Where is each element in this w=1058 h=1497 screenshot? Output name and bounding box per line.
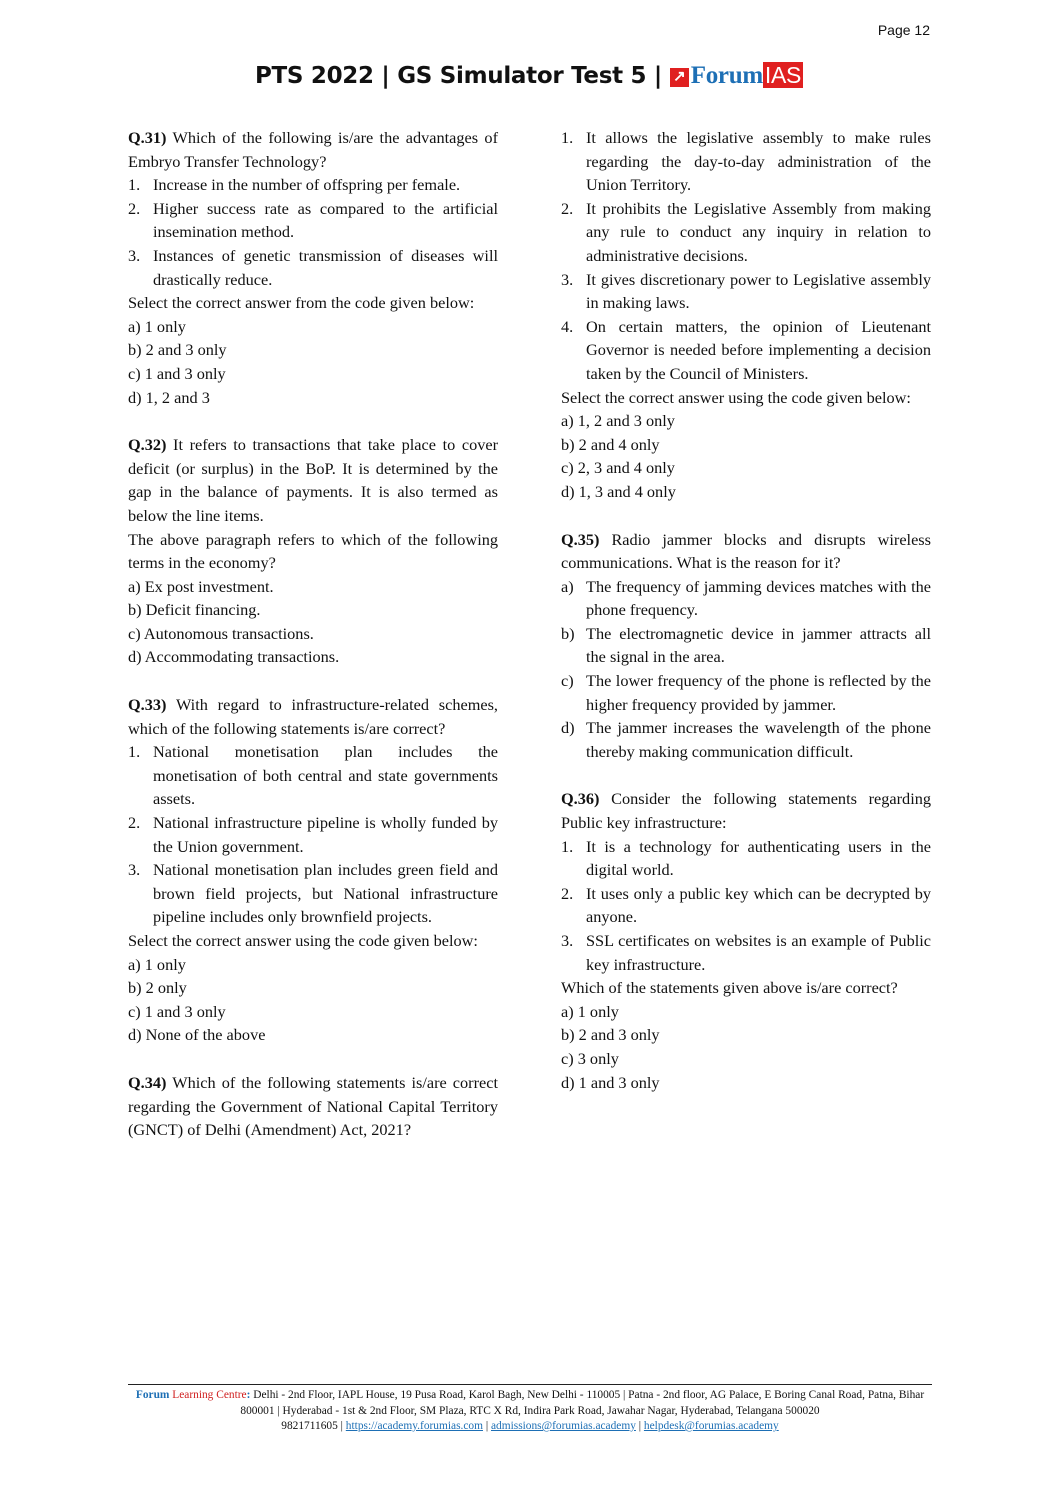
- answer-option: c) 1 and 3 only: [128, 1001, 226, 1021]
- item-number: 1.: [128, 175, 141, 195]
- item-text: The jammer increases the wavelength of the phone thereby making communication difficult.: [586, 718, 931, 761]
- answer-prompt: The above paragraph refers to which of the following terms in the economy?: [128, 529, 498, 573]
- question-number: Q.35): [561, 529, 600, 549]
- item-text: On certain matters, the opinion of Lieutenant Governor is needed before implementing a decision taken by the Council of Ministers.: [586, 316, 931, 383]
- item-number: a): [561, 576, 574, 596]
- separator: |: [340, 1420, 343, 1432]
- item-number: 1.: [128, 742, 141, 762]
- item-number: 3.: [561, 931, 574, 950]
- question-block: [128, 126, 498, 409]
- item-text: The electromagnetic device in jammer attracts all the signal in the area.: [586, 623, 931, 667]
- item-text: Increase in the number of offspring per female.: [153, 175, 461, 195]
- item-text: It prohibits the Legislative Assembly from making any rule to conduct any inquiry in relation to administrative decisions.: [586, 198, 931, 265]
- answer-option: c) 3 only: [561, 1048, 619, 1068]
- statement-item: [128, 740, 498, 811]
- question-text: With regard to infrastructure-related schemes, which of the following statements is/are correct?: [128, 695, 499, 738]
- question-block: [128, 1071, 498, 1142]
- footer-brand-forum: Forum: [135, 1389, 170, 1401]
- website-link[interactable]: https://academy.forumias.com: [345, 1420, 483, 1432]
- statement-item: [561, 669, 931, 716]
- forumias-logo: [670, 62, 803, 90]
- statement-item: [128, 811, 498, 858]
- answer-option: b) Deficit financing.: [128, 600, 261, 620]
- page-title: [0, 62, 1058, 90]
- question-number: Q.33): [128, 695, 167, 715]
- question-stem: [128, 1071, 498, 1142]
- answer-option: a) 1 only: [561, 1001, 619, 1021]
- item-text: Instances of genetic transmission of diseases will drastically reduce.: [153, 245, 498, 289]
- footer-brand-centre: Learning Centre: [172, 1389, 247, 1401]
- statement-item: [128, 858, 498, 929]
- statement-item: [561, 835, 931, 882]
- item-text: It gives discretionary power to Legislative assembly in making laws.: [586, 269, 931, 313]
- answer-prompt: Select the correct answer using the code given below:: [128, 931, 478, 950]
- question-number: Q.36): [561, 789, 600, 809]
- question-text: Which of the following statements is/are correct regarding the Government of National Capital Territory (GNCT) of Delhi (Amendment) Act, 2021?: [128, 1072, 498, 1140]
- answer-option: a) 1 only: [128, 316, 186, 336]
- item-text: National monetisation plan includes green field and brown field projects, but National infrastructure pipeline includes only brownfield projects.: [153, 860, 498, 927]
- answer-option: d) 1 and 3 only: [561, 1072, 660, 1092]
- left-column: [128, 126, 498, 1166]
- item-number: 2.: [561, 198, 574, 218]
- answer-prompt: Select the correct answer using the code given below:: [561, 387, 911, 407]
- question-stem: [128, 433, 498, 527]
- item-number: 1.: [561, 128, 574, 147]
- answer-option: d) None of the above: [128, 1025, 266, 1045]
- question-text: It refers to transactions that take place to cover deficit (or surplus) in the BoP. It is determined by the gap in the balance of payments. It is also termed as below the line items.: [128, 435, 498, 525]
- item-number: 2.: [561, 883, 574, 903]
- answer-prompt: Which of the statements given above is/are correct?: [561, 978, 898, 998]
- item-text: National infrastructure pipeline is wholly funded by the Union government.: [153, 813, 498, 856]
- answer-option: d) Accommodating transactions.: [128, 647, 340, 667]
- admissions-email-link[interactable]: admissions@forumias.academy: [490, 1420, 636, 1432]
- item-number: b): [561, 623, 575, 643]
- item-text: The lower frequency of the phone is reflected by the higher frequency provided by jammer.: [586, 671, 931, 714]
- statement-item: [128, 173, 498, 197]
- question-number: Q.34): [128, 1072, 167, 1092]
- question-number: Q.31): [128, 128, 167, 147]
- item-text: It allows the legislative assembly to make rules regarding the day-to-day administration of the Union Territory.: [586, 128, 931, 195]
- question-stem: [128, 693, 498, 740]
- item-text: Higher success rate as compared to the artificial insemination method.: [153, 198, 498, 242]
- question-number: Q.32): [128, 435, 167, 455]
- statement-item: [561, 882, 931, 929]
- answer-option: c) 1 and 3 only: [128, 363, 226, 383]
- item-number: 2.: [128, 198, 141, 218]
- item-number: 3.: [128, 245, 141, 265]
- answer-option: b) 2 and 4 only: [561, 434, 660, 454]
- statement-item: [561, 315, 931, 386]
- statement-item: [561, 126, 931, 197]
- question-block: [561, 787, 931, 1094]
- answer-option: d) 1, 2 and 3: [128, 387, 210, 407]
- item-text: It uses only a public key which can be decrypted by anyone.: [586, 883, 931, 927]
- statement-item: [561, 197, 931, 268]
- question-block: [561, 528, 931, 764]
- logo-forum: Forum: [690, 62, 763, 89]
- item-number: c): [561, 671, 574, 691]
- separator: |: [485, 1420, 489, 1432]
- statement-item: [561, 268, 931, 315]
- question-stem: [128, 126, 498, 173]
- item-number: d): [561, 718, 575, 738]
- question-stem: [561, 528, 931, 575]
- answer-option: a) 1 only: [128, 954, 186, 974]
- arrow-icon: ↗: [670, 68, 689, 87]
- item-number: 1.: [561, 836, 574, 856]
- question-text: Radio jammer blocks and disrupts wireless communications. What is the reason for it?: [561, 529, 931, 573]
- answer-option: a) Ex post investment.: [128, 576, 274, 596]
- helpdesk-email-link[interactable]: helpdesk@forumias.academy: [643, 1420, 779, 1432]
- item-text: The frequency of jamming devices matches with the phone frequency.: [586, 576, 931, 620]
- footer-phone: 9821711605: [281, 1420, 338, 1432]
- answer-option: b) 2 only: [128, 978, 187, 998]
- right-column: [561, 126, 931, 1118]
- item-number: 4.: [561, 316, 574, 336]
- question-text: Which of the following is/are the advantages of Embryo Transfer Technology?: [128, 128, 498, 171]
- separator: |: [638, 1420, 642, 1432]
- answer-option: b) 2 and 3 only: [128, 340, 227, 360]
- footer-address: Delhi - 2nd Floor, IAPL House, 19 Pusa Road, Karol Bagh, New Delhi - 110005 | Patna - 2nd floor, AG Palace, E Boring Canal Road, Patna, Bihar 800001 | Hyderabad - 1st & 2nd Floor, SM Plaza, RTC X Rd, Indira Park Road, Jawahar Nagar, Hyderabad, Telangana 500020: [240, 1389, 925, 1417]
- logo-ias: IAS: [764, 62, 802, 88]
- answer-option: b) 2 and 3 only: [561, 1025, 660, 1045]
- statement-item: [561, 716, 931, 763]
- footer-colon: :: [246, 1389, 251, 1401]
- title-text: PTS 2022 | GS Simulator Test 5 |: [254, 63, 663, 89]
- answer-option: a) 1, 2 and 3 only: [561, 411, 675, 431]
- question-block: [561, 126, 931, 504]
- item-text: SSL certificates on websites is an example of Public key infrastructure.: [586, 931, 931, 974]
- question-stem: [561, 787, 931, 834]
- item-number: 3.: [128, 860, 141, 880]
- statement-item: [561, 929, 931, 976]
- answer-prompt: Select the correct answer from the code given below:: [128, 293, 475, 313]
- item-text: It is a technology for authenticating users in the digital world.: [586, 836, 931, 880]
- statement-item: [128, 244, 498, 291]
- question-text: Consider the following statements regarding Public key infrastructure:: [561, 789, 931, 833]
- item-number: 3.: [561, 269, 574, 289]
- item-text: National monetisation plan includes the monetisation of both central and state governments assets.: [153, 742, 498, 809]
- statement-item: [561, 575, 931, 622]
- item-number: 2.: [128, 813, 141, 833]
- statement-item: [128, 197, 498, 244]
- answer-option: d) 1, 3 and 4 only: [561, 481, 676, 501]
- answer-option: c) Autonomous transactions.: [128, 623, 314, 643]
- footer: [128, 1384, 932, 1435]
- page-number: Page 12: [877, 22, 930, 38]
- answer-option: c) 2, 3 and 4 only: [561, 458, 675, 478]
- question-block: [128, 433, 498, 669]
- statement-item: [561, 622, 931, 669]
- question-block: [128, 693, 498, 1047]
